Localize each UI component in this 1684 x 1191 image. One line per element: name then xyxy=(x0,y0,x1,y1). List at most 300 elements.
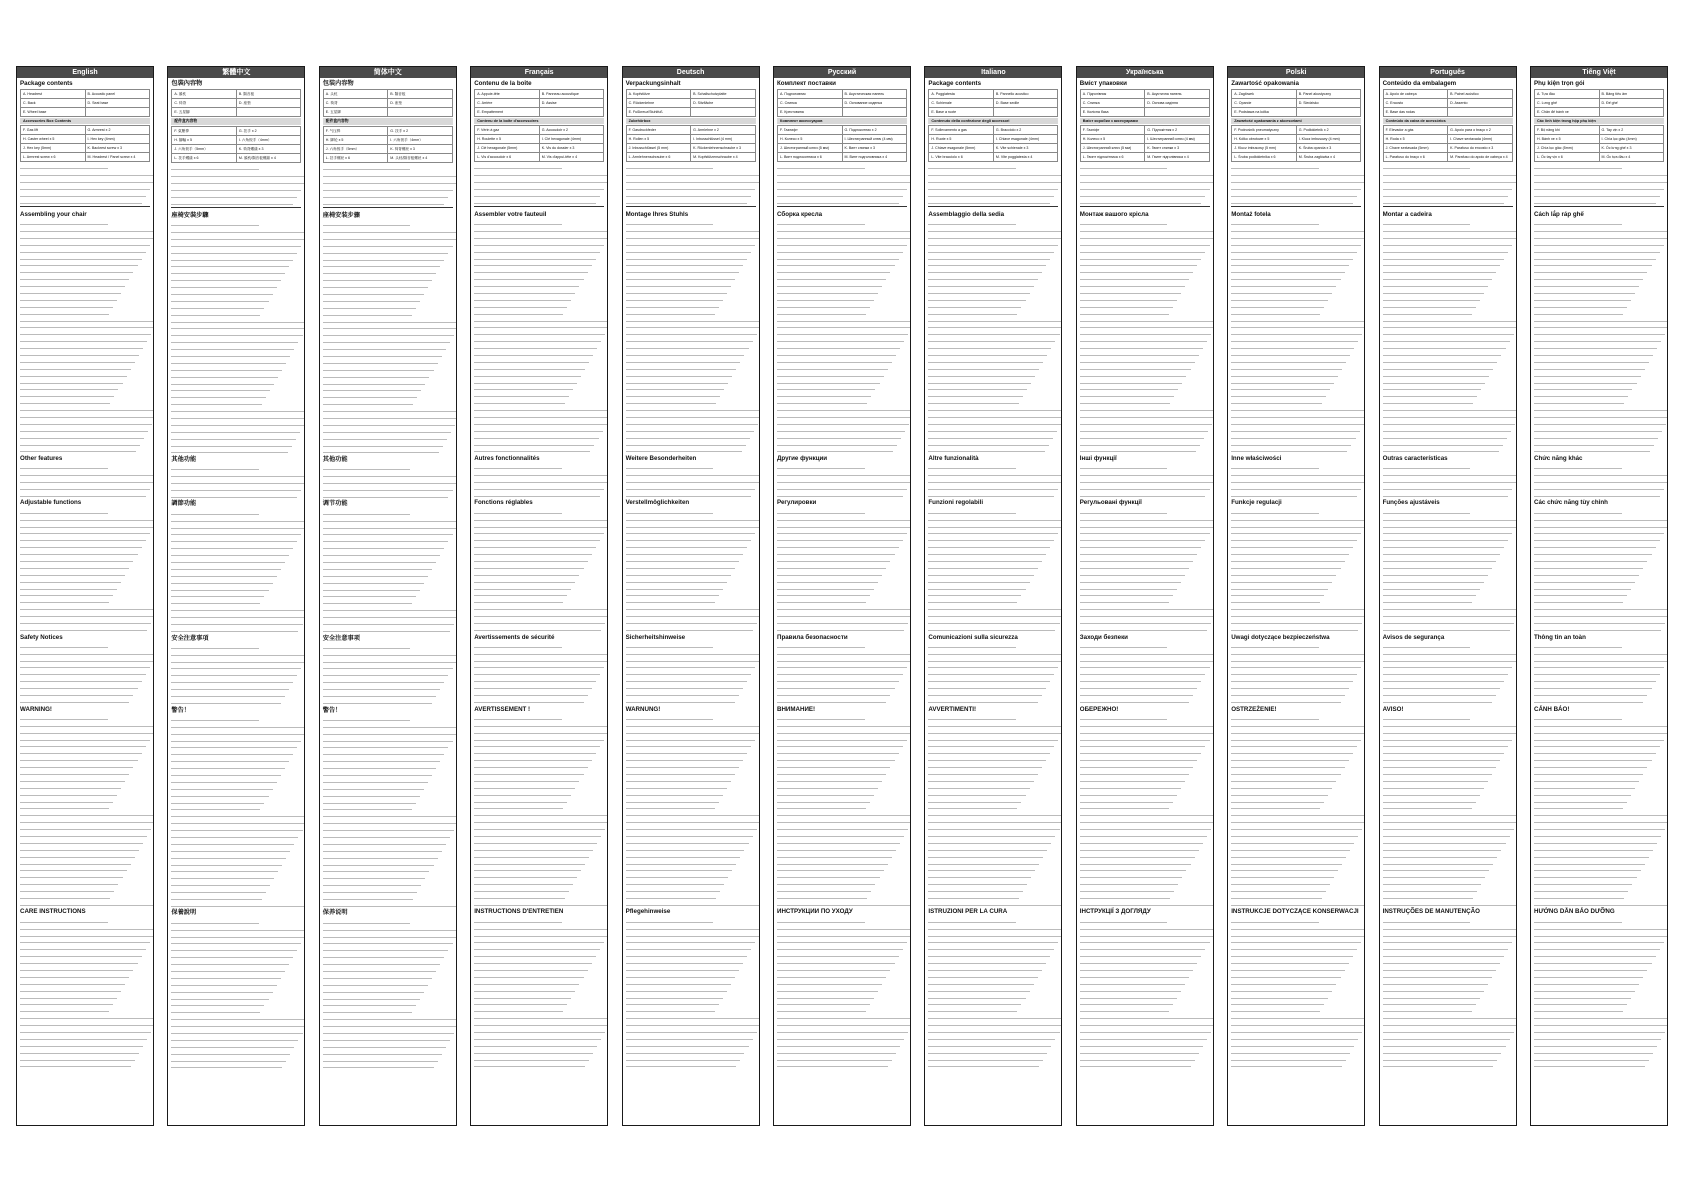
filler-line xyxy=(474,720,608,726)
filler-line xyxy=(171,413,305,419)
filler-line xyxy=(928,762,1041,768)
filler-line xyxy=(1231,817,1365,823)
filler-line xyxy=(1534,336,1661,342)
filler-line xyxy=(474,611,608,617)
part-cell: F. Газлифт xyxy=(778,126,843,134)
filler-line xyxy=(1534,625,1661,631)
filler-line xyxy=(1080,470,1214,476)
filler-line xyxy=(474,690,587,696)
filler-line xyxy=(1383,315,1517,321)
filler-line xyxy=(171,371,278,377)
filler-line xyxy=(1383,384,1481,390)
accessories-table xyxy=(626,125,756,162)
filler-line xyxy=(323,1042,446,1048)
part-cell: L. 扶手螺丝 x 6 xyxy=(324,154,389,162)
filler-line xyxy=(777,308,866,314)
filler-line xyxy=(1534,463,1622,469)
filler-line xyxy=(20,177,154,183)
filler-line xyxy=(626,177,760,183)
adjustable-functions-title: Verstellmöglichkeiten xyxy=(625,499,690,507)
filler-line xyxy=(474,274,583,280)
filler-line xyxy=(1231,322,1365,328)
filler-line xyxy=(1534,398,1624,404)
filler-line xyxy=(928,879,1026,885)
filler-line xyxy=(1231,642,1319,648)
filler-line xyxy=(474,507,562,513)
filler-line xyxy=(1231,769,1340,775)
filler-line xyxy=(928,958,1046,964)
filler-line xyxy=(20,507,108,513)
filler-line xyxy=(626,274,735,280)
filler-line xyxy=(1080,239,1210,245)
filler-line xyxy=(1534,676,1656,682)
filler-line xyxy=(171,584,268,590)
filler-line xyxy=(1534,590,1627,596)
filler-line xyxy=(1080,1013,1214,1019)
filler-line xyxy=(474,1006,563,1012)
filler-line xyxy=(1080,865,1187,871)
filler-line xyxy=(1231,329,1362,335)
filler-line xyxy=(323,1014,457,1020)
filler-line xyxy=(474,769,583,775)
accessories-title: Вміст коробки з аксесуарами xyxy=(1080,118,1210,124)
filler-line xyxy=(1383,662,1513,668)
filler-line xyxy=(1231,163,1319,169)
filler-line xyxy=(626,755,744,761)
filler-line xyxy=(20,796,113,802)
part-cell: H. Roulette x 5 xyxy=(475,135,540,143)
accessories-title: Комплект аксессуаров xyxy=(777,118,907,124)
filler-line xyxy=(20,604,154,610)
language-column xyxy=(1530,66,1668,1126)
filler-line xyxy=(928,419,1060,425)
language-column xyxy=(16,66,154,1126)
filler-line xyxy=(777,851,892,857)
filler-line xyxy=(626,301,719,307)
filler-line xyxy=(777,398,867,404)
accessories-table xyxy=(1383,125,1513,162)
filler-line xyxy=(1231,900,1365,906)
filler-line xyxy=(1080,618,1211,624)
filler-line xyxy=(1534,831,1661,837)
filler-line xyxy=(928,727,1062,733)
filler-line xyxy=(1231,1054,1346,1060)
filler-line xyxy=(474,662,604,668)
package-contents-title: Комплект поставки xyxy=(777,80,836,87)
filler-line xyxy=(20,810,154,816)
parts-row xyxy=(1535,99,1664,108)
filler-line xyxy=(1534,197,1656,203)
warning-title: OSTRZEŻENIE! xyxy=(1231,705,1277,713)
filler-line xyxy=(928,191,1054,197)
filler-line xyxy=(474,239,604,245)
parts-row xyxy=(324,154,453,163)
filler-line xyxy=(323,309,412,315)
filler-line xyxy=(1080,377,1183,383)
filler-line xyxy=(777,748,899,754)
filler-line xyxy=(1383,507,1471,513)
filler-line xyxy=(1080,683,1198,689)
part-cell: J. Шестигранний ключ (5 мм) xyxy=(1081,144,1146,152)
filler-line xyxy=(1080,838,1203,844)
filler-line xyxy=(777,789,874,795)
filler-line xyxy=(626,1027,757,1033)
filler-line xyxy=(777,697,886,703)
filler-line xyxy=(474,648,608,654)
filler-line xyxy=(1383,1027,1514,1033)
filler-line xyxy=(626,597,715,603)
filler-line xyxy=(1383,308,1472,314)
care-instructions-title: INSTRUKCJE DOTYCZĄCE KONSERWACJI xyxy=(1231,908,1359,916)
filler-line xyxy=(1534,377,1637,383)
filler-line xyxy=(474,267,587,273)
filler-line xyxy=(20,958,138,964)
filler-line xyxy=(323,825,454,831)
filler-line xyxy=(626,246,752,252)
filler-line xyxy=(777,491,903,497)
filler-line xyxy=(777,944,903,950)
other-features-title: 其他功能 xyxy=(171,456,197,464)
filler-line xyxy=(1534,563,1643,569)
filler-line xyxy=(1383,463,1471,469)
filler-line xyxy=(777,900,911,906)
filler-line xyxy=(626,683,744,689)
accessories-title: 配件盒內容物 xyxy=(171,118,301,125)
filler-line xyxy=(171,392,265,398)
filler-line xyxy=(323,378,426,384)
filler-line xyxy=(474,796,567,802)
filler-line xyxy=(323,917,411,923)
filler-line xyxy=(1231,343,1354,349)
filler-line xyxy=(323,536,449,542)
filler-line xyxy=(20,923,154,929)
filler-line xyxy=(474,549,592,555)
filler-line xyxy=(928,796,1021,802)
filler-line xyxy=(20,951,142,957)
filler-line xyxy=(1231,226,1365,232)
filler-line xyxy=(1383,817,1517,823)
accessories-title: Các linh kiện trong hộp phụ kiện xyxy=(1534,118,1664,124)
filler-line xyxy=(1383,549,1501,555)
filler-line xyxy=(777,965,890,971)
section-divider xyxy=(171,207,301,208)
filler-line xyxy=(323,557,436,563)
filler-line xyxy=(171,591,264,597)
filler-line xyxy=(626,604,760,610)
filler-line xyxy=(474,219,562,225)
filler-line xyxy=(171,1028,302,1034)
other-features-title: Chức năng khác xyxy=(1534,455,1583,463)
filler-line xyxy=(1080,1006,1169,1012)
filler-line xyxy=(171,728,305,734)
filler-line xyxy=(1383,648,1517,654)
filler-line xyxy=(20,789,117,795)
filler-line xyxy=(1231,776,1336,782)
part-cell: B. Акустическая панель xyxy=(843,90,908,98)
filler-line xyxy=(474,425,602,431)
parts-row xyxy=(929,153,1058,162)
filler-line xyxy=(777,301,870,307)
part-cell xyxy=(843,108,908,116)
filler-line xyxy=(171,691,284,697)
filler-line xyxy=(323,966,436,972)
filler-line xyxy=(928,734,1058,740)
filler-line xyxy=(1231,357,1346,363)
filler-line xyxy=(626,762,739,768)
accessories-table xyxy=(1080,125,1210,162)
parts-row xyxy=(627,108,756,117)
filler-line xyxy=(1534,507,1622,513)
filler-line xyxy=(1231,590,1324,596)
filler-line xyxy=(626,556,739,562)
filler-line xyxy=(1383,233,1517,239)
filler-line xyxy=(1231,281,1336,287)
filler-line xyxy=(20,308,109,314)
care-instructions-title: ISTRUZIONI PER LA CURA xyxy=(928,908,1008,916)
filler-line xyxy=(1080,851,1195,857)
filler-line xyxy=(171,649,305,655)
filler-line xyxy=(1534,958,1652,964)
filler-line xyxy=(1080,642,1168,648)
part-cell: I. Шестигранний ключ (4 мм) xyxy=(1145,135,1210,143)
filler-line xyxy=(323,406,457,412)
filler-line xyxy=(474,163,562,169)
filler-line xyxy=(626,1020,760,1026)
filler-line xyxy=(928,170,1062,176)
filler-line xyxy=(777,315,911,321)
filler-line xyxy=(20,916,108,922)
part-cell: G. Підлокітник x 2 xyxy=(1145,126,1210,134)
filler-line xyxy=(1383,363,1494,369)
filler-line xyxy=(171,447,287,453)
filler-line xyxy=(928,322,1062,328)
filler-line xyxy=(474,642,562,648)
parts-row xyxy=(1384,90,1513,99)
filler-line xyxy=(20,267,133,273)
filler-line xyxy=(1383,597,1472,603)
filler-line xyxy=(1080,844,1199,850)
filler-line xyxy=(1080,170,1214,176)
package-contents-title: 包裝內容物 xyxy=(171,80,203,87)
filler-line xyxy=(171,550,289,556)
filler-line xyxy=(171,399,261,405)
filler-line xyxy=(20,570,125,576)
filler-line xyxy=(1534,191,1660,197)
filler-line xyxy=(171,564,280,570)
other-features-title: Altre funzionalità xyxy=(928,455,979,463)
filler-line xyxy=(20,597,109,603)
filler-line xyxy=(1080,1047,1199,1053)
filler-line xyxy=(626,662,756,668)
filler-line xyxy=(1534,655,1668,661)
filler-line xyxy=(171,330,302,336)
filler-line xyxy=(626,879,724,885)
filler-line xyxy=(626,528,756,534)
filler-line xyxy=(1534,1054,1649,1060)
filler-line xyxy=(1383,343,1506,349)
part-cell: F. Elevador a gás xyxy=(1384,126,1449,134)
filler-line xyxy=(474,838,597,844)
filler-line xyxy=(171,804,260,810)
filler-line xyxy=(323,289,424,295)
filler-line xyxy=(1534,741,1660,747)
filler-line xyxy=(323,952,445,958)
filler-line xyxy=(1534,226,1668,232)
filler-line xyxy=(171,605,305,611)
filler-line xyxy=(171,275,280,281)
filler-line xyxy=(928,951,1050,957)
part-cell: M. Vite poggiatesta x 4 xyxy=(994,153,1059,161)
filler-line xyxy=(474,676,596,682)
filler-line xyxy=(1534,978,1639,984)
filler-line xyxy=(1231,191,1357,197)
filler-line xyxy=(1080,336,1207,342)
filler-line xyxy=(1383,872,1486,878)
filler-line xyxy=(1383,446,1499,452)
filler-line xyxy=(20,295,117,301)
filler-line xyxy=(1383,1047,1502,1053)
filler-line xyxy=(626,542,748,548)
filler-line xyxy=(928,219,1016,225)
filler-line xyxy=(777,239,907,245)
part-cell: K. 椅背螺絲 x 3 xyxy=(237,145,302,153)
filler-line xyxy=(1231,184,1361,190)
filler-line xyxy=(777,844,896,850)
filler-line xyxy=(474,535,600,541)
filler-line xyxy=(1383,521,1517,527)
filler-line xyxy=(474,470,608,476)
filler-line xyxy=(20,288,121,294)
part-cell: C. Back xyxy=(21,99,86,107)
filler-line xyxy=(20,886,114,892)
filler-line xyxy=(777,720,911,726)
filler-line xyxy=(1231,930,1365,936)
filler-line xyxy=(1080,1041,1203,1047)
filler-line xyxy=(1231,432,1355,438)
filler-line xyxy=(928,477,1062,483)
part-cell: G. Bracciolo x 2 xyxy=(994,126,1059,134)
filler-line xyxy=(1231,597,1320,603)
part-cell: J. Chiave esagonale (5mm) xyxy=(929,144,994,152)
parts-row xyxy=(172,145,301,154)
filler-line xyxy=(777,463,865,469)
filler-line xyxy=(1231,727,1365,733)
filler-line xyxy=(20,893,110,899)
filler-line xyxy=(777,233,911,239)
parts-row xyxy=(1232,144,1361,153)
filler-line xyxy=(1383,391,1477,397)
part-cell xyxy=(994,108,1059,116)
filler-line xyxy=(1534,776,1639,782)
filler-line xyxy=(1080,197,1202,203)
filler-line xyxy=(474,260,592,266)
filler-line xyxy=(1534,985,1635,991)
filler-line xyxy=(20,350,139,356)
filler-line xyxy=(928,642,1016,648)
filler-line xyxy=(1231,1006,1320,1012)
filler-line xyxy=(626,886,720,892)
filler-line xyxy=(1534,1027,1665,1033)
filler-line xyxy=(20,163,108,169)
part-cell: C. Спинка xyxy=(778,99,843,107)
section-divider xyxy=(20,206,150,207)
part-cell: K. Backrest screw x 3 xyxy=(86,144,151,152)
filler-line xyxy=(928,810,1062,816)
filler-line xyxy=(474,514,608,520)
filler-line xyxy=(323,605,457,611)
filler-line xyxy=(1383,514,1517,520)
filler-line xyxy=(777,281,882,287)
filler-line xyxy=(474,477,608,483)
filler-line xyxy=(171,598,260,604)
part-cell: A. Headrest xyxy=(21,90,86,98)
filler-line xyxy=(171,433,295,439)
filler-line xyxy=(777,477,911,483)
filler-line xyxy=(474,463,562,469)
filler-line xyxy=(171,979,276,985)
filler-line xyxy=(474,336,601,342)
part-cell: L. Ốc tay vịn x 6 xyxy=(1535,153,1600,161)
part-cell: J. Clé hexagonale (5mm) xyxy=(475,144,540,152)
part-cell: E. Крестовина xyxy=(778,108,843,116)
assembly-title: Montaż fotela xyxy=(1231,210,1271,218)
accessories-table xyxy=(928,125,1058,162)
filler-line xyxy=(474,944,600,950)
filler-line xyxy=(928,999,1021,1005)
filler-line xyxy=(171,378,274,384)
filler-line xyxy=(171,227,305,233)
filler-line xyxy=(777,755,895,761)
filler-line xyxy=(323,234,457,240)
filler-line xyxy=(1080,776,1185,782)
part-cell: E. 五星腳 xyxy=(172,108,237,116)
part-cell xyxy=(1145,108,1210,116)
filler-line xyxy=(1534,844,1653,850)
filler-line xyxy=(626,690,739,696)
filler-line xyxy=(1534,528,1664,534)
filler-line xyxy=(1383,350,1502,356)
part-cell: A. Tựa đầu xyxy=(1535,90,1600,98)
filler-line xyxy=(1534,796,1627,802)
filler-line xyxy=(1231,893,1321,899)
filler-line xyxy=(323,220,411,226)
filler-line xyxy=(474,844,593,850)
filler-line xyxy=(928,163,1016,169)
filler-line xyxy=(171,364,282,370)
filler-line xyxy=(1534,281,1639,287)
part-cell: M. Śruba zagłówka x 4 xyxy=(1297,153,1362,161)
part-cell: H. 腳輪 x 5 xyxy=(172,136,237,144)
filler-line xyxy=(777,590,870,596)
filler-line xyxy=(626,563,735,569)
filler-line xyxy=(171,316,305,322)
filler-line xyxy=(1383,563,1492,569)
part-cell: G. Tay vịn x 2 xyxy=(1600,126,1665,134)
part-cell: H. Kółko obrotowe x 5 xyxy=(1232,135,1297,143)
filler-line xyxy=(20,999,113,1005)
parts-row xyxy=(475,90,604,99)
filler-line xyxy=(20,865,127,871)
part-cell: E. Chân đế bánh xe xyxy=(1535,108,1600,116)
filler-line xyxy=(323,973,432,979)
filler-line xyxy=(20,253,142,259)
filler-line xyxy=(474,446,590,452)
filler-line xyxy=(1231,662,1361,668)
filler-line xyxy=(20,405,154,411)
part-cell: D. Основание сиденья xyxy=(843,99,908,107)
filler-line xyxy=(626,655,760,661)
filler-line xyxy=(171,1000,264,1006)
